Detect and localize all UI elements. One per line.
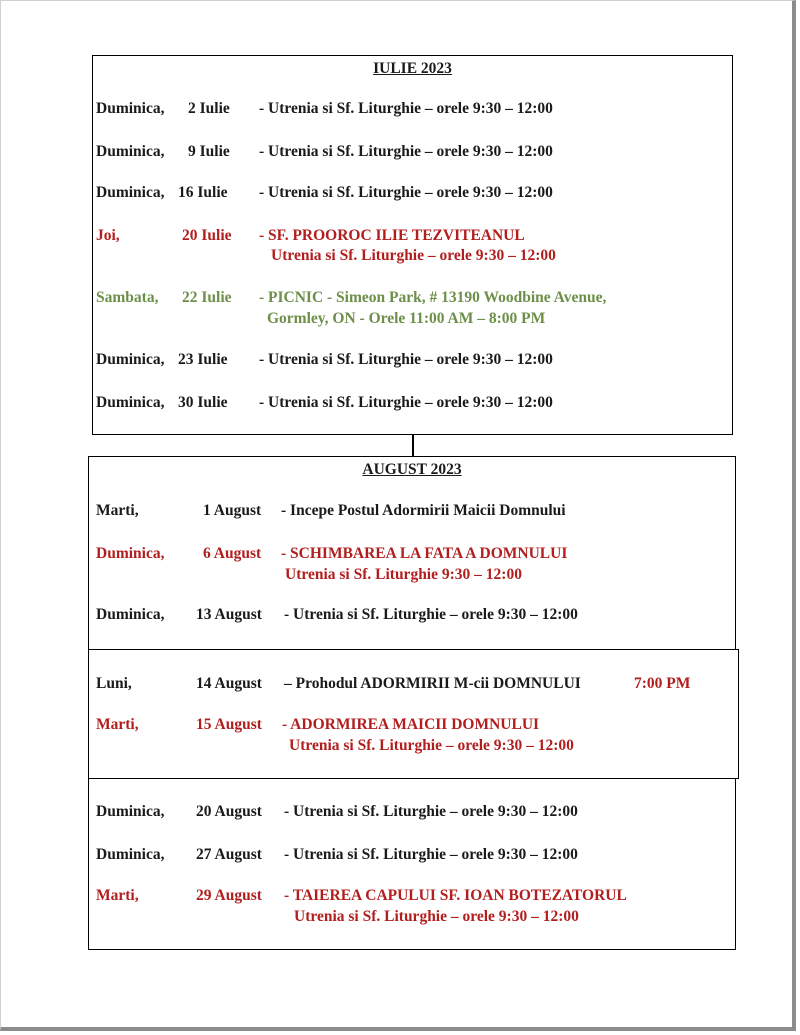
row-text: - SCHIMBAREA LA FATA A DOMNULUI [281, 545, 568, 562]
row-text-2: Utrenia si Sf. Liturghie 9:30 – 12:00 [285, 566, 522, 583]
row-day: Duminica, [96, 545, 165, 562]
row-day: Duminica, [96, 803, 165, 820]
row-text: - Utrenia si Sf. Liturghie – orele 9:30 – 12:00 [259, 351, 553, 368]
row-time: 7:00 PM [634, 675, 691, 692]
row-day: Duminica, [96, 394, 165, 411]
row-date: 2 Iulie [188, 100, 230, 117]
row-text-2: Utrenia si Sf. Liturghie – orele 9:30 – 12:00 [271, 247, 556, 264]
row-date: 16 Iulie [178, 184, 228, 201]
row-day: Marti, [96, 716, 139, 733]
row-text: - Utrenia si Sf. Liturghie – orele 9:30 – 12:00 [259, 143, 553, 160]
row-date: 6 August [203, 545, 262, 562]
row-date: 22 Iulie [182, 289, 232, 306]
row-day: Duminica, [96, 351, 165, 368]
row-date: 27 August [196, 846, 262, 863]
row-date: 14 August [196, 675, 262, 692]
row-text: - Utrenia si Sf. Liturghie – orele 9:30 – 12:00 [259, 100, 553, 117]
row-date: 13 August [196, 606, 262, 623]
row-date: 1 August [203, 502, 262, 519]
row-date: 9 Iulie [188, 143, 230, 160]
row-text: – Prohodul ADORMIRII M-cii DOMNULUI [284, 675, 581, 692]
row-text: - Utrenia si Sf. Liturghie – orele 9:30 – 12:00 [284, 803, 578, 820]
row-date: 15 August [196, 716, 262, 733]
row-day: Duminica, [96, 846, 165, 863]
row-day: Duminica, [96, 143, 165, 160]
row-day: Joi, [96, 227, 120, 244]
row-date: 20 August [196, 803, 262, 820]
row-text: - Utrenia si Sf. Liturghie – orele 9:30 – 12:00 [259, 184, 553, 201]
section-title: IULIE 2023 [373, 60, 452, 77]
row-day: Marti, [96, 887, 139, 904]
row-text: - Utrenia si Sf. Liturghie – orele 9:30 – 12:00 [284, 606, 578, 623]
row-date: 30 Iulie [178, 394, 228, 411]
section-title: AUGUST 2023 [362, 461, 462, 478]
row-text: - TAIEREA CAPULUI SF. IOAN BOTEZATORUL [284, 887, 627, 904]
row-date: 29 August [196, 887, 262, 904]
row-day: Sambata, [96, 289, 159, 306]
row-text: - Utrenia si Sf. Liturghie – orele 9:30 – 12:00 [259, 394, 553, 411]
row-day: Marti, [96, 502, 139, 519]
row-day: Duminica, [96, 100, 165, 117]
connector-line [412, 434, 414, 457]
row-day: Duminica, [96, 606, 165, 623]
row-text: - Utrenia si Sf. Liturghie – orele 9:30 – 12:00 [284, 846, 578, 863]
row-text: - Incepe Postul Adormirii Maicii Domnului [281, 502, 566, 519]
row-text-2: Gormley, ON - Orele 11:00 AM – 8:00 PM [267, 310, 546, 327]
row-day: Luni, [96, 675, 132, 692]
row-text-2: Utrenia si Sf. Liturghie – orele 9:30 – 12:00 [294, 908, 579, 925]
row-date: 20 Iulie [182, 227, 232, 244]
row-text: - SF. PROOROC ILIE TEZVITEANUL [259, 227, 525, 244]
row-date: 23 Iulie [178, 351, 228, 368]
row-day: Duminica, [96, 184, 165, 201]
row-text: - PICNIC - Simeon Park, # 13190 Woodbine Avenue, [259, 289, 607, 306]
row-text: - ADORMIREA MAICII DOMNULUI [282, 716, 540, 733]
august-section-2 [88, 649, 739, 779]
row-text-2: Utrenia si Sf. Liturghie – orele 9:30 – 12:00 [289, 737, 574, 754]
